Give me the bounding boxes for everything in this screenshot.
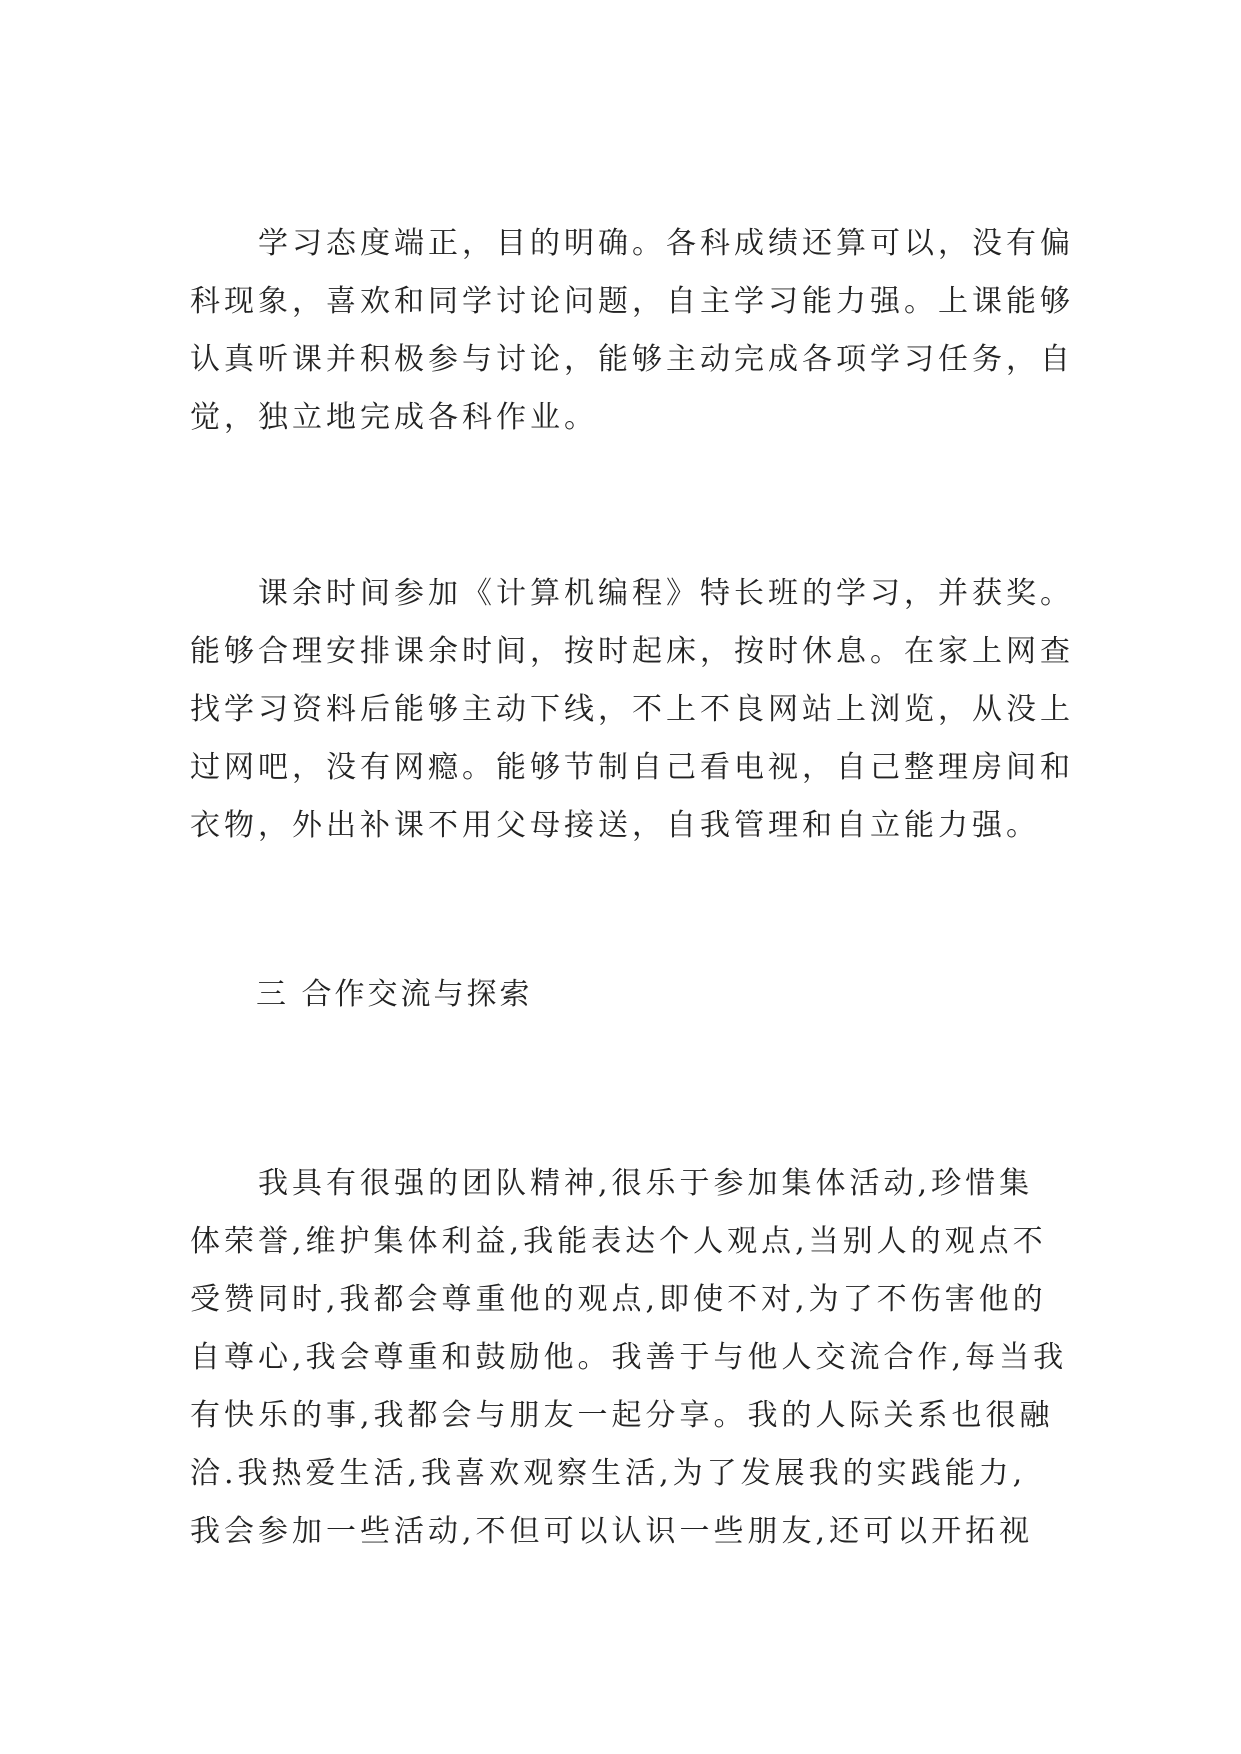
paragraph-line: 觉，独立地完成各科作业。 xyxy=(190,400,598,435)
paragraph-line: 能够合理安排课余时间，按时起床，按时休息。在家上网查 xyxy=(190,634,1074,669)
paragraph-line: 课余时间参加《计算机编程》特长班的学习，并获奖。 xyxy=(258,576,1074,611)
paragraph-line: 我会参加一些活动,不但可以认识一些朋友,还可以开拓视 xyxy=(190,1514,1034,1549)
paragraph-study-attitude xyxy=(190,215,1074,447)
paragraph-extracurricular xyxy=(190,565,1074,855)
section-heading xyxy=(190,966,1050,1024)
paragraph-line: 认真听课并积极参与讨论，能够主动完成各项学习任务，自 xyxy=(190,342,1074,377)
paragraph-line: 受赞同时,我都会尊重他的观点,即使不对,为了不伤害他的 xyxy=(190,1282,1047,1317)
paragraph-teamwork xyxy=(190,1155,1068,1561)
paragraph-line: 科现象，喜欢和同学讨论问题，自主学习能力强。上课能够 xyxy=(190,284,1074,319)
paragraph-line: 洽.我热爱生活,我喜欢观察生活,为了发展我的实践能力, xyxy=(190,1456,1027,1491)
paragraph-line: 有快乐的事,我都会与朋友一起分享。我的人际关系也很融 xyxy=(190,1398,1054,1433)
paragraph-line: 体荣誉,维护集体利益,我能表达个人观点,当别人的观点不 xyxy=(190,1224,1047,1259)
paragraph-line: 我具有很强的团队精神,很乐于参加集体活动,珍惜集 xyxy=(258,1166,1034,1201)
paragraph-line: 学习态度端正，目的明确。各科成绩还算可以，没有偏 xyxy=(258,226,1074,261)
paragraph-line: 自尊心,我会尊重和鼓励他。我善于与他人交流合作,每当我 xyxy=(190,1340,1068,1375)
paragraph-line: 找学习资料后能够主动下线，不上不良网站上浏览，从没上 xyxy=(190,692,1074,727)
section-heading-text: 三 合作交流与探索 xyxy=(256,977,533,1012)
paragraph-line: 衣物，外出补课不用父母接送，自我管理和自立能力强。 xyxy=(190,808,1040,843)
paragraph-line: 过网吧，没有网瘾。能够节制自己看电视，自己整理房间和 xyxy=(190,750,1074,785)
